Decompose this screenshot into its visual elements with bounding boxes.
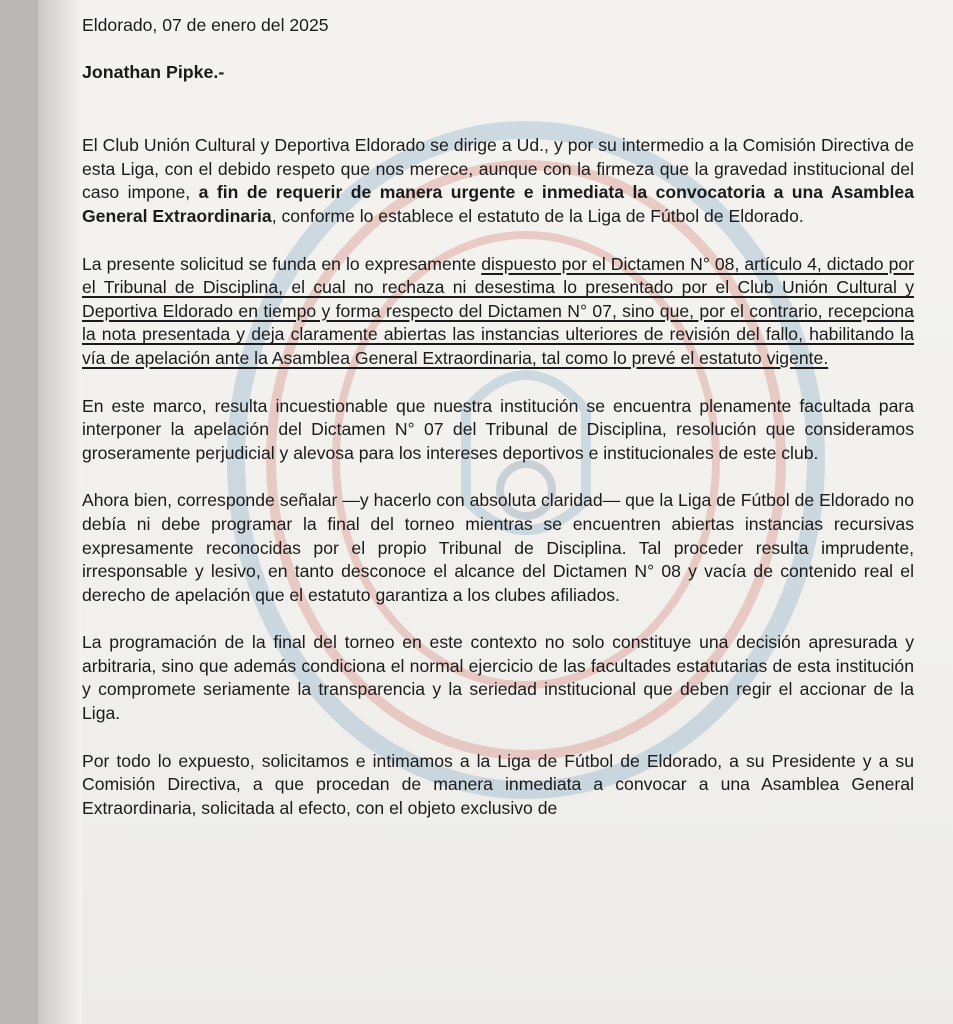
page-edge-shadow	[38, 0, 82, 1024]
paragraph-2-underlined-text: dispuesto por el Dictamen N° 08, artículo 4, dictado por el Tribunal de Disciplina, el cual no rechaza ni desestima lo presentado por el Club Unión Cultural y Deportiva Eldorado en tiempo y forma respecto del Dictamen N° 07, sino que, por el contrario, recepciona la nota presentada y deja claramente abiertas las instancias ulteriores de revisión del fallo, habilitando la vía de apelación ante la Asamblea General Extraordinaria, tal como lo prevé el estatuto vigente.	[82, 253, 915, 368]
paragraph-1-text-a: El Club Unión Cultural y Deportiva Eldorado se dirige a Ud., y por su intermedio a la Comisión Directiva de esta Liga, con el debido respeto que nos merece, aunque con la firmeza que la gravedad institucional del caso impone,	[82, 135, 914, 203]
paragraph-league-objection: Ahora bien, corresponde señalar —y hacerlo con absoluta claridad— que la Liga de Fútbol de Eldorado no debía ni debe programar la final del torneo mientras se encuentren abiertas instancias recursivas expresamente reconocidas por el propio Tribunal de Disciplina. Tal proceder resulta imprudente, irresponsable y lesivo, en tanto desconoce el alcance del Dictamen N° 08 y vacía de contenido real el derecho de apelación que el estatuto garantiza a los clubes afiliados.	[82, 490, 914, 605]
paragraph-foundation	[82, 253, 914, 371]
date-line: Eldorado, 07 de enero del 2025	[82, 15, 329, 35]
recipient-name: Jonathan Pipke.-	[82, 61, 225, 82]
paragraph-request	[82, 134, 914, 228]
paragraph-1-bold-request: a fin de requerir de manera urgente e inmediata la convocatoria a una Asamblea General Extraordinaria	[82, 182, 914, 226]
letter-page	[38, 0, 953, 1024]
letter-body	[82, 14, 914, 820]
paragraph-demand: Por todo lo expuesto, solicitamos e intimamos a la Liga de Fútbol de Eldorado, a su Presidente y a su Comisión Directiva, a que procedan de manera inmediata a convocar a una Asamblea General Extraordinaria, solicitada al efecto, con el objeto exclusivo de	[82, 750, 914, 818]
paragraph-appeal-right: En este marco, resulta incuestionable que nuestra institución se encuentra plenamente facultada para interponer la apelación del Dictamen N° 07 del Tribunal de Disciplina, resolución que consideramos groseramente perjudicial y alevosa para los intereses deportivos e institucionales de este club.	[82, 395, 914, 463]
paragraph-final-scheduling: La programación de la final del torneo en este contexto no solo constituye una decisión apresurada y arbitraria, sino que además condiciona el normal ejercicio de las facultades estatutarias de esta institución y compromete seriamente la transparencia y la seriedad institucional que deben regir el accionar de la Liga.	[82, 632, 914, 724]
paragraph-2-text: La presente solicitud se funda en lo expresamente	[82, 253, 482, 274]
paragraph-1-text-b: , conforme lo establece el estatuto de la Liga de Fútbol de Eldorado.	[271, 205, 804, 226]
